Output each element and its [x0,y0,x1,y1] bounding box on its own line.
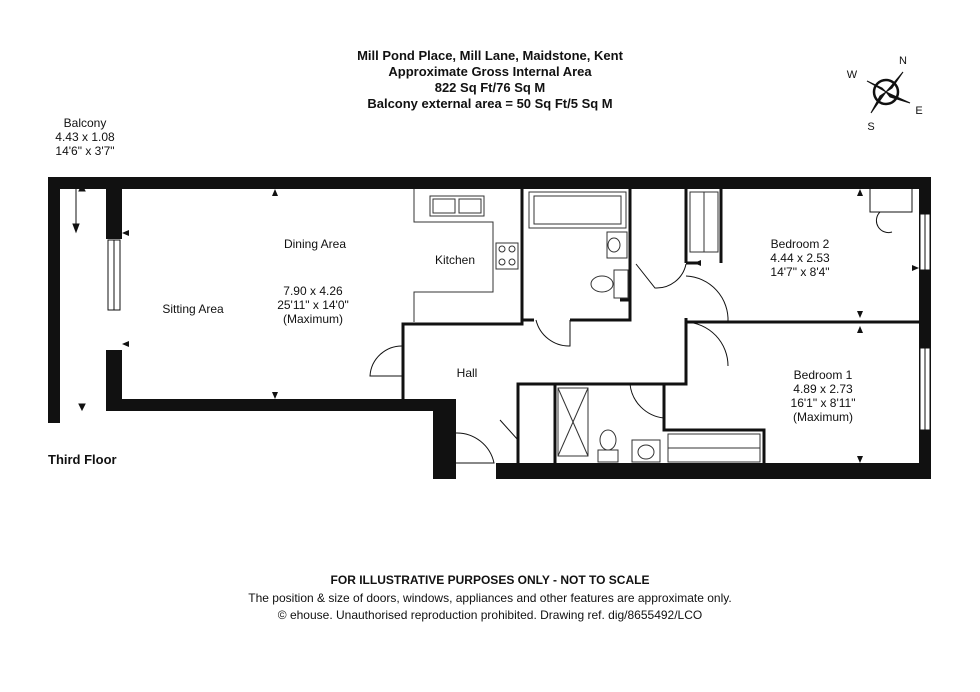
balcony-metric: 4.43 x 1.08 [55,130,115,144]
bedroom2-metric: 4.44 x 2.53 [770,251,830,265]
balcony-area: Balcony external area = 50 Sq Ft/5 Sq M [367,96,613,111]
gross-area: 822 Sq Ft/76 Sq M [434,80,546,95]
living-imperial: 25'11" x 14'0" [277,298,349,312]
bedroom2-label [755,237,845,279]
compass-icon [867,72,910,113]
bedroom1-imperial: 16'1" x 8'11" [790,396,856,410]
copyright-text: © ehouse. Unauthorised reproduction prohibited. Drawing ref. dig/8655492/LCO [277,608,703,622]
compass-west: W [846,69,858,81]
living-metric: 7.90 x 4.26 [283,284,343,298]
living-note: (Maximum) [283,312,343,326]
kitchen-label: Kitchen [434,253,476,267]
bedroom1-metric: 4.89 x 2.73 [793,382,853,396]
shower-room-fittings [558,388,760,462]
compass-north: N [899,55,907,67]
bedroom1-label [778,368,868,424]
balcony-label [50,116,120,158]
hall-label: Hall [456,366,478,380]
bedroom2-imperial: 14'7" x 8'4" [770,265,830,279]
disclaimer-text: The position & size of doors, windows, appliances and other features are approximate only. [248,591,732,605]
disclaimer-title: FOR ILLUSTRATIVE PURPOSES ONLY - NOT TO SCALE [330,573,650,587]
balcony-imperial: 14'6" x 3'7" [55,144,115,158]
balcony-name: Balcony [63,116,107,130]
sitting-area-label: Sitting Area [162,302,224,316]
bedroom1-name: Bedroom 1 [793,368,853,382]
floor-label: Third Floor [48,452,117,467]
area-caption: Approximate Gross Internal Area [388,64,592,79]
plan-address: Mill Pond Place, Mill Lane, Maidstone, Kent [357,48,623,63]
bedroom2-name: Bedroom 2 [770,237,830,251]
living-dimensions [258,284,368,326]
bathroom-fittings [529,192,718,298]
dining-area-label: Dining Area [283,237,347,251]
compass-south: S [867,121,875,133]
compass-east: E [915,105,923,117]
bedroom1-note: (Maximum) [793,410,853,424]
